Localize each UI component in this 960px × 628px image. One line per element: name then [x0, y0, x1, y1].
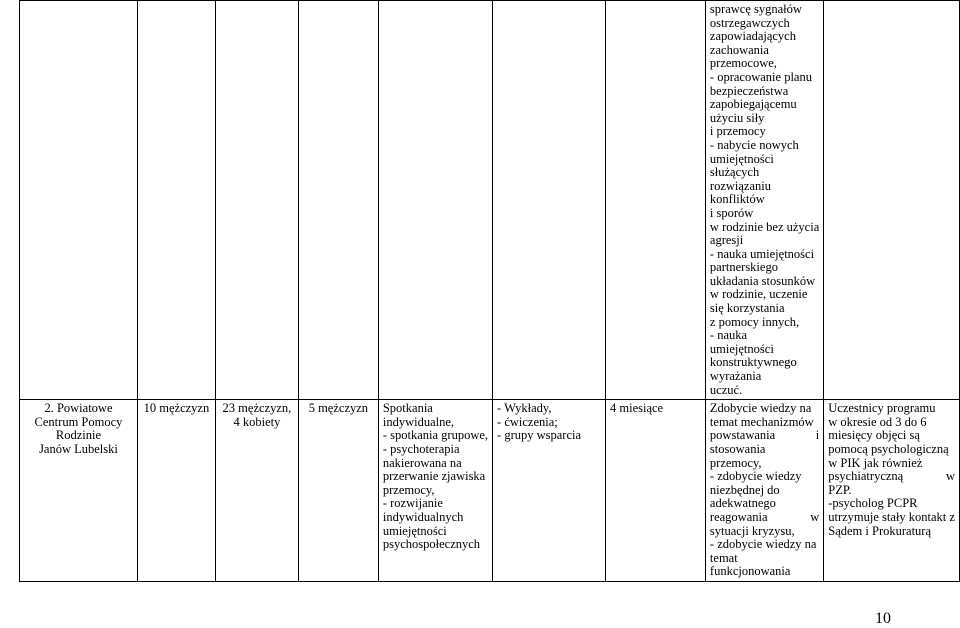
- note-line: Uczestnicy programu: [828, 401, 936, 416]
- note-line: miesięcy objęci są: [828, 428, 920, 443]
- cell-entity: [20, 400, 138, 582]
- form-line: umiejętności: [382, 523, 447, 538]
- entity-name-line: Janów Lubelski: [39, 442, 118, 456]
- entity-row-2: [20, 400, 960, 582]
- entity-name-line: 2. Powiatowe: [44, 401, 113, 416]
- cell-completed-cont: [298, 1, 378, 400]
- result-line: sytuacji kryzysu,: [709, 523, 795, 538]
- result-line: z pomocy innych,: [709, 314, 800, 329]
- form-line: - rozwijanie: [382, 496, 443, 511]
- form-line: - spotkania grupowe,: [382, 428, 489, 443]
- note-line: w PIK jak również: [828, 455, 923, 470]
- participants-women: 4 kobiety: [233, 414, 281, 429]
- result-line: zapowiadających: [709, 29, 796, 44]
- result-line: adekwatnego: [709, 496, 776, 511]
- note-line: Sądem i Prokuraturą: [828, 523, 932, 538]
- result-line: - nauka: [709, 328, 748, 343]
- result-line: bezpieczeństwa: [709, 83, 789, 98]
- result-line: niezbędnej do: [709, 482, 780, 497]
- method-line: - Wykłady,: [497, 401, 552, 416]
- result-line: - nabycie nowych: [709, 137, 799, 152]
- result-line: reagowania w: [709, 509, 820, 524]
- entity-name-line: Centrum Pomocy: [34, 414, 123, 429]
- cell-forms: [378, 400, 492, 582]
- result-line: powstawania i: [709, 428, 820, 443]
- men-count: 10 mężczyzn: [143, 401, 210, 416]
- result-line: partnerskiego: [709, 260, 778, 275]
- cell-results: [705, 400, 823, 582]
- form-line: nakierowana na: [382, 455, 462, 470]
- result-line: temat: [709, 550, 738, 565]
- result-line: uczuć.: [709, 382, 743, 397]
- cell-participants: [215, 400, 298, 582]
- result-line: konfliktów: [709, 192, 765, 207]
- result-line: - zdobycie wiedzy na: [709, 537, 817, 552]
- result-line: sprawcę sygnałów: [709, 2, 802, 16]
- cell-participants-cont: [215, 1, 298, 400]
- result-line: w rodzinie bez użycia: [709, 219, 820, 234]
- form-line: psychospołecznych: [382, 537, 481, 552]
- result-line: stosowania: [709, 442, 766, 456]
- duration: 4 miesiące: [610, 401, 664, 416]
- result-line: zapobiegającemu: [709, 97, 797, 112]
- result-line: konstruktywnego: [709, 355, 797, 370]
- cell-men-cont: [137, 1, 215, 400]
- note-line: -psycholog PCPR: [828, 496, 918, 511]
- result-line: przemocowe,: [709, 56, 777, 71]
- note-line: utrzymuje stały kontakt z: [828, 509, 955, 524]
- method-line: - ćwiczenia;: [497, 414, 558, 429]
- cell-forms-cont: [378, 1, 492, 400]
- result-line: przemocy,: [709, 455, 762, 470]
- result-line: agresji: [709, 233, 744, 248]
- cell-notes-cont: [824, 1, 960, 400]
- form-line: przemocy,: [382, 482, 435, 497]
- cell-completed: [298, 400, 378, 582]
- participants-men: 23 mężczyzn,: [222, 401, 292, 416]
- result-line: funkcjonowania: [709, 564, 791, 579]
- method-line: - grupy wsparcia: [497, 428, 582, 443]
- result-line: i sporów: [709, 205, 754, 220]
- result-line: ostrzegawczych: [709, 15, 790, 30]
- form-line: - psychoterapia: [382, 442, 460, 456]
- result-line: zachowania: [709, 42, 769, 57]
- result-line: się korzystania: [709, 301, 785, 316]
- result-line: układania stosunków: [709, 273, 816, 288]
- result-line: umiejętności: [709, 341, 774, 356]
- form-line: przerwanie zjawiska: [382, 469, 486, 484]
- continuation-row: [20, 1, 960, 400]
- cell-entity-cont: [20, 1, 138, 400]
- cell-methods: [493, 400, 606, 582]
- note-line: psychiatryczną w: [828, 469, 955, 484]
- result-line: - zdobycie wiedzy: [709, 469, 802, 484]
- form-line: indywidualnych: [382, 509, 464, 524]
- result-line: i przemocy: [709, 124, 766, 139]
- result-line: w rodzinie, uczenie: [709, 287, 808, 302]
- result-line: Zdobycie wiedzy na: [709, 401, 812, 416]
- result-line: temat mechanizmów: [709, 414, 814, 429]
- form-line: indywidualne,: [382, 414, 455, 429]
- cell-duration: [606, 400, 706, 582]
- result-line: użyciu siły: [709, 110, 765, 125]
- program-table: [19, 0, 960, 582]
- form-line: Spotkania: [382, 401, 433, 416]
- result-line: rozwiązaniu: [709, 178, 771, 193]
- result-line: - nauka umiejętności: [709, 246, 815, 261]
- cell-methods-cont: [493, 1, 606, 400]
- result-line: służących: [709, 165, 760, 180]
- cell-duration-cont: [606, 1, 706, 400]
- cell-results-cont: [705, 1, 823, 400]
- entity-name-line: Rodzinie: [55, 428, 102, 443]
- note-line: PZP.: [828, 482, 852, 497]
- page-number: 10: [875, 610, 891, 627]
- cell-notes: [824, 400, 960, 582]
- result-line: - opracowanie planu: [709, 69, 812, 84]
- completed-count: 5 mężczyzn: [308, 401, 369, 416]
- result-line: umiejętności: [709, 151, 774, 166]
- note-line: pomocą psychologiczną: [828, 442, 949, 456]
- cell-men-count: [137, 400, 215, 582]
- note-line: w okresie od 3 do 6: [828, 414, 927, 429]
- result-line: wyrażania: [709, 369, 762, 384]
